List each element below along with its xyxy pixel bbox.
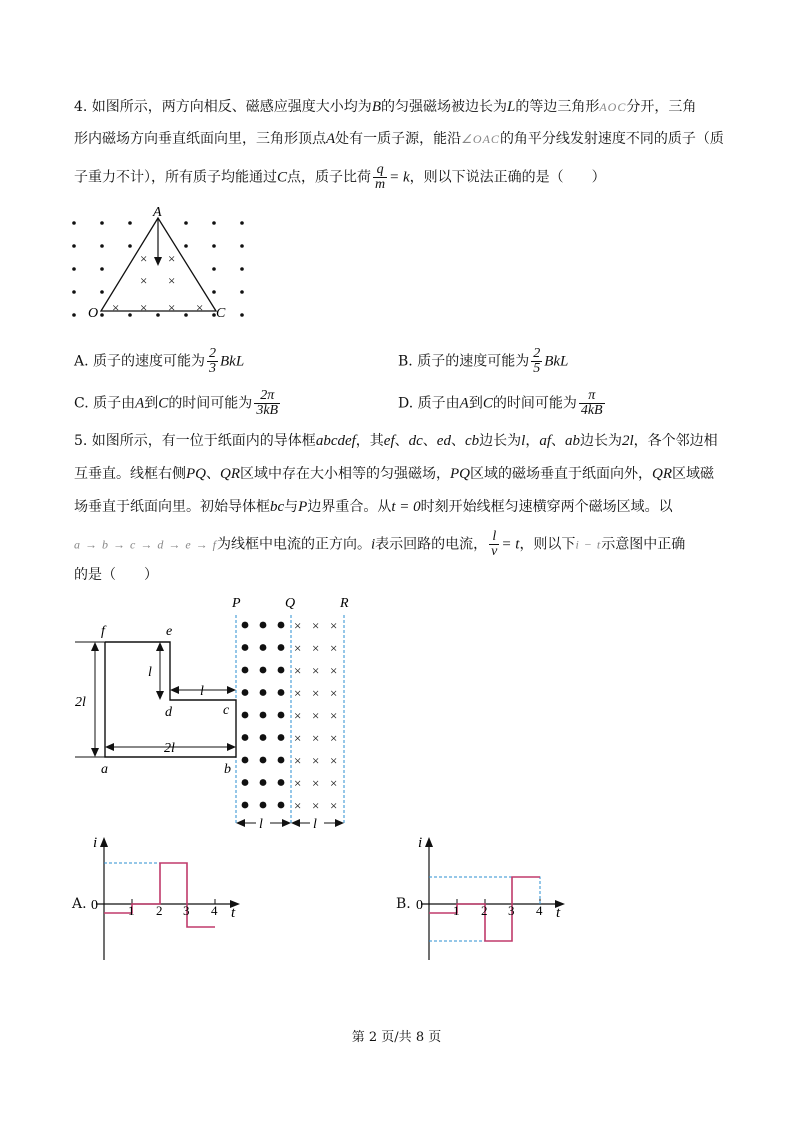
field-in-cross: × — [330, 708, 338, 723]
field-in-cross: × — [294, 640, 302, 656]
field-out-dot — [128, 221, 132, 225]
field-out-dot — [72, 290, 76, 294]
field-out-dot — [242, 757, 249, 764]
dim-2l-vertical: 2l — [75, 695, 86, 710]
field-out-dot — [240, 244, 244, 248]
field-out-dot — [240, 221, 244, 225]
svg-text:t: t — [231, 905, 236, 921]
q5-line-3: 场垂直于纸面向里。初始导体框bc与P边界重合。从t = 0时刻开始线框匀速横穿两个磁场区域。以 — [74, 499, 673, 515]
field-out-dot — [72, 267, 76, 271]
q5-line-4: a → b → c → d → e → f为线框中电流的正方向。i表示回路的电流， $\frac{l}{v}$ = t，则以下i − t示意图中正确 — [74, 529, 686, 559]
svg-text:×: × — [168, 251, 176, 266]
vertex-a-label: a — [101, 762, 108, 777]
field-out-dot — [242, 802, 249, 809]
svg-text:×: × — [140, 273, 148, 288]
svg-text:4: 4 — [211, 903, 218, 918]
vertex-f-label: f — [101, 624, 105, 639]
field-in-cross: × — [312, 798, 320, 813]
svg-text:×: × — [196, 300, 204, 315]
field-out-dot — [278, 667, 285, 674]
q5-line-2: 互垂直。线框右侧PQ、QR区域中存在大小相等的匀强磁场，PQ区域的磁场垂直于纸面向外，QR区域磁 — [74, 466, 714, 482]
field-in-cross: × — [294, 663, 302, 678]
field-out-dot — [240, 290, 244, 294]
field-out-dot — [278, 802, 285, 809]
field-in-cross: × — [312, 708, 320, 723]
field-out-dot — [184, 221, 188, 225]
field-out-dot — [242, 712, 249, 719]
field-out-dot — [72, 221, 76, 225]
vertex-d-label: d — [165, 705, 172, 720]
field-in-cross: × — [294, 730, 302, 746]
graph-a-option-label[interactable]: A. — [72, 896, 87, 912]
svg-text:3: 3 — [508, 903, 515, 918]
field-out-dot — [72, 313, 76, 317]
field-out-dot — [278, 734, 285, 741]
vertex-c-label: c — [223, 703, 230, 718]
graph-a[interactable] — [88, 835, 248, 965]
boundary-q-label: Q — [285, 596, 296, 611]
q5-line-1: 5. 如图所示，有一位于纸面内的导体框abcdef，其ef、dc、ed、cb边长为l，af、ab边长为2l，各个邻边相 — [74, 433, 718, 449]
l-over-v-fraction: $\frac{l}{v}$ — [491, 529, 498, 559]
field-out-dot — [278, 689, 285, 696]
field-out-dot — [100, 313, 104, 317]
field-out-dot — [260, 622, 267, 629]
field-in-cross: × — [312, 685, 320, 701]
field-out-dot — [128, 313, 132, 317]
field-out-dot — [260, 712, 267, 719]
svg-text:×: × — [168, 273, 176, 288]
svg-text:i: i — [93, 835, 98, 851]
dim-l-vertical: l — [148, 665, 152, 680]
field-out-dot — [72, 244, 76, 248]
dim-pq-width: l — [259, 817, 263, 832]
field-out-dot — [156, 313, 160, 317]
field-out-dot — [212, 221, 216, 225]
field-in-cross: × — [330, 775, 338, 791]
svg-text:×: × — [112, 300, 120, 315]
field-in-cross: × — [294, 775, 302, 791]
q-over-m-fraction: $\frac{q}{m}$ — [375, 162, 386, 192]
q4-option-d[interactable]: D. 质子由A到C的时间可能为 $\frac{\pi}{4kB}$ — [398, 388, 603, 418]
field-out-dot — [278, 622, 285, 629]
field-out-dot — [278, 779, 285, 786]
boundary-r-label: R — [340, 596, 349, 611]
field-out-dot — [242, 622, 249, 629]
svg-text:×: × — [168, 300, 176, 315]
field-out-dot — [260, 689, 267, 696]
field-in-cross: × — [330, 618, 338, 633]
q4-option-a[interactable]: A. 质子的速度可能为 $\frac{2}{3}$ BkL — [74, 346, 245, 376]
field-in-cross: × — [330, 753, 338, 768]
field-out-dot — [260, 734, 267, 741]
field-out-dot — [260, 779, 267, 786]
q5-frame-figure — [70, 590, 370, 840]
vertex-o-label: O — [88, 306, 99, 321]
field-out-dot — [260, 757, 267, 764]
graph-b-option-label[interactable]: B. — [396, 896, 411, 912]
svg-text:3: 3 — [183, 903, 190, 918]
field-out-dot — [260, 667, 267, 674]
field-in-cross: × — [294, 753, 302, 768]
field-out-dot — [278, 712, 285, 719]
field-out-dot — [100, 290, 104, 294]
svg-text:1: 1 — [128, 903, 135, 918]
q4-triangle-figure — [68, 203, 248, 323]
q4-option-c[interactable]: C. 质子由A到C的时间可能为 $\frac{2\pi}{3kB}$ — [74, 388, 279, 418]
field-out-dot — [184, 244, 188, 248]
field-out-dot — [242, 689, 249, 696]
q4-line-3: 子重力不计），所有质子均能通过C点，质子比荷 $\frac{q}{m}$ = k，则以下说法正确的是（ ） — [74, 162, 606, 192]
dim-qr-width: l — [313, 817, 317, 832]
boundary-p-label: P — [232, 596, 241, 611]
field-out-dot — [240, 313, 244, 317]
field-in-cross: × — [294, 708, 302, 723]
field-in-cross: × — [330, 730, 338, 746]
dim-2l-horizontal: 2l — [164, 741, 175, 756]
field-out-dot — [212, 290, 216, 294]
field-in-cross: × — [294, 798, 302, 813]
q4-line-2: 形内磁场方向垂直纸面向里，三角形顶点A处有一质子源，能沿∠OAC的角平分线发射速度不同的质子（质 — [74, 131, 724, 147]
field-in-cross: × — [312, 618, 320, 633]
svg-text:2: 2 — [481, 903, 488, 918]
svg-text:0: 0 — [91, 898, 98, 913]
field-out-dot — [278, 757, 285, 764]
field-in-cross: × — [330, 663, 338, 678]
field-out-dot — [128, 244, 132, 248]
vertex-e-label: e — [166, 624, 173, 639]
field-out-dot — [212, 244, 216, 248]
svg-text:×: × — [140, 300, 148, 315]
svg-text:2: 2 — [156, 903, 163, 918]
field-out-dot — [100, 221, 104, 225]
vertex-a-label: A — [153, 205, 162, 220]
field-out-dot — [242, 667, 249, 674]
field-out-dot — [278, 644, 285, 651]
field-out-dot — [242, 644, 249, 651]
svg-text:t: t — [556, 905, 561, 921]
field-in-cross: × — [312, 753, 320, 768]
field-in-cross: × — [330, 798, 338, 813]
field-in-cross: × — [330, 640, 338, 656]
field-in-cross: × — [330, 685, 338, 701]
field-out-dot — [240, 267, 244, 271]
field-out-dot — [260, 644, 267, 651]
field-out-dot — [184, 313, 188, 317]
q4-line-1: 4. 如图所示，两方向相反、磁感应强度大小均为B的匀强磁场被边长为L的等边三角形AOC分开，三角 — [74, 99, 697, 115]
graph-b[interactable] — [413, 835, 573, 965]
svg-text:1: 1 — [453, 903, 460, 918]
field-out-dot — [100, 267, 104, 271]
page-footer: 第 2 页/共 8 页 — [351, 1030, 442, 1045]
field-in-cross: × — [312, 730, 320, 746]
field-out-dot — [242, 734, 249, 741]
field-out-dot — [260, 802, 267, 809]
field-in-cross: × — [312, 640, 320, 656]
field-in-cross: × — [294, 685, 302, 701]
q5-line-5: 的是（ ） — [74, 567, 158, 583]
q4-option-b[interactable]: B. 质子的速度可能为 $\frac{2}{5}$ BkL — [398, 346, 569, 376]
field-out-dot — [212, 267, 216, 271]
field-in-cross: × — [312, 775, 320, 791]
field-out-dot — [242, 779, 249, 786]
svg-text:i: i — [418, 835, 423, 851]
svg-text:×: × — [140, 251, 148, 266]
magnetic-field-region — [242, 618, 338, 813]
svg-text:4: 4 — [536, 903, 543, 918]
vertex-b-label: b — [224, 762, 231, 777]
field-in-cross: × — [294, 618, 302, 633]
field-out-dot — [100, 244, 104, 248]
vertex-c-label: C — [216, 306, 226, 321]
svg-text:0: 0 — [416, 898, 423, 913]
dim-l-horizontal: l — [200, 684, 204, 699]
field-in-cross: × — [312, 663, 320, 678]
